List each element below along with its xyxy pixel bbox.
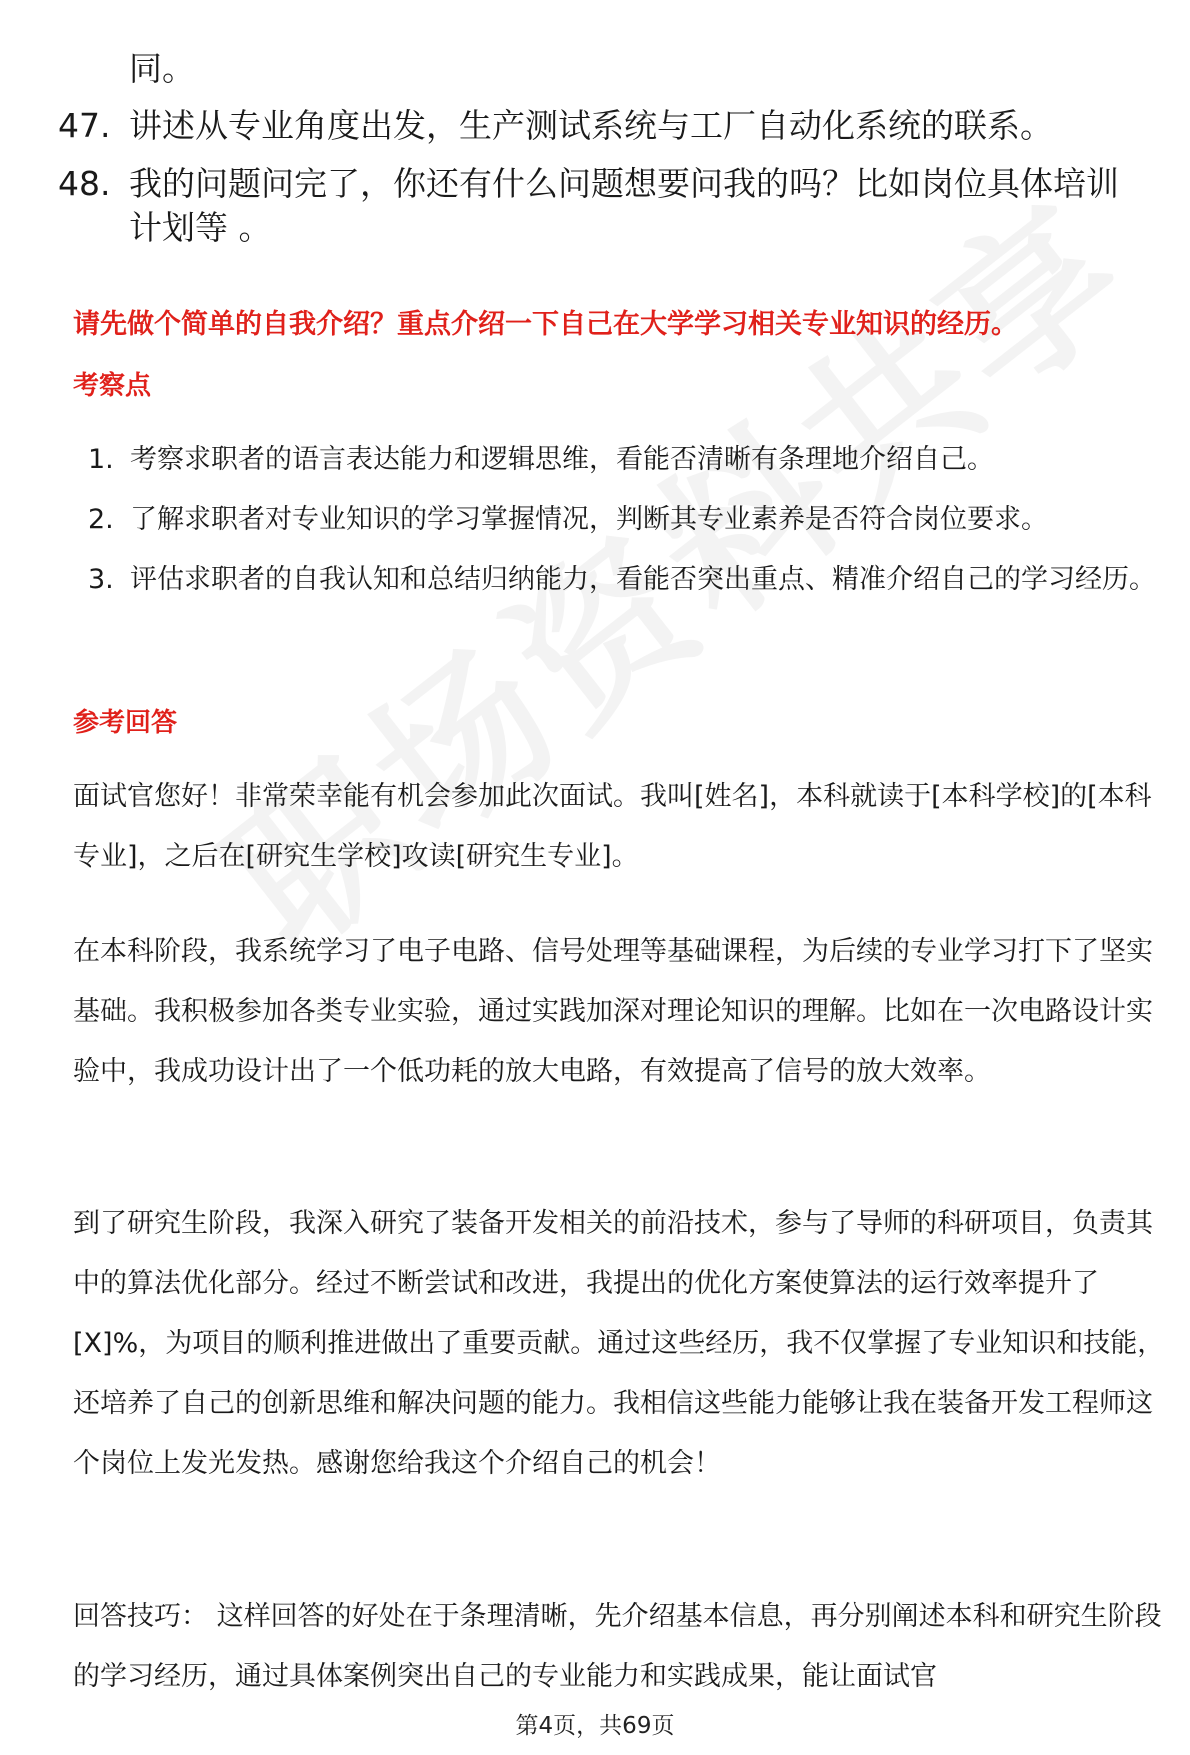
answer-paragraph-intro: 面试官您好！非常荣幸能有机会参加此次面试。我叫[姓名]，本科就读于[本科学校]的[本科专业]，之后在[研究生学校]攻读[研究生专业]。 (73, 781, 1152, 872)
question-number: 48. (58, 164, 111, 203)
answer-paragraph-graduate: 到了研究生阶段，我深入研究了装备开发相关的前沿技术，参与了导师的科研项目，负责其中的算法优化部分。经过不断尝试和改进，我提出的优化方案使算法的运行效率提升了[X]%，为项目的顺利推进做出了重要贡献。通过这些经历，我不仅掌握了专业知识和技能，还培养了自己的创新思维和解决问题的能力。我相信这些能力能够让我在装备开发工程师这个岗位上发光发热。感谢您给我这个介绍自己的机会！ (73, 1208, 1165, 1479)
point-text: 评估求职者的自我认知和总结归纳能力，看能否突出重点、精准介绍自己的学习经历。 (130, 564, 1156, 595)
reference-heading: 参考回答 (73, 708, 178, 738)
question-number: 47. (58, 106, 111, 145)
question-title: 请先做个简单的自我介绍？重点介绍一下自己在大学学习相关专业知识的经历。 (73, 309, 1018, 340)
question-text: 我的问题问完了，你还有什么问题想要问我的吗？比如岗位具体培训计划等 。 (129, 164, 1119, 247)
page-number: 第4页，共69页 (515, 1713, 675, 1739)
assessment-heading: 考察点 (73, 371, 152, 401)
answer-paragraph-undergrad: 在本科阶段，我系统学习了电子电路、信号处理等基础课程，为后续的专业学习打下了坚实基础。我积极参加各类专业实验，通过实践加深对理论知识的理解。比如在一次电路设计实验中，我成功设计出了一个低功耗的放大电路，有效提高了信号的放大效率。 (73, 936, 1153, 1087)
point-text: 考察求职者的语言表达能力和逻辑思维，看能否清晰有条理地介绍自己。 (130, 444, 994, 475)
question-text: 同。 (129, 49, 195, 88)
point-number: 3. (88, 564, 114, 595)
question-text: 讲述从专业角度出发，生产测试系统与工厂自动化系统的联系。 (129, 106, 1053, 145)
answer-tips: 回答技巧： 这样回答的好处在于条理清晰，先介绍基本信息，再分别阐述本科和研究生阶段的学习经历，通过具体案例突出自己的专业能力和实践成果，能让面试官 (73, 1601, 1162, 1692)
point-number: 2. (88, 504, 114, 535)
point-text: 了解求职者对专业知识的学习掌握情况，判断其专业素养是否符合岗位要求。 (130, 504, 1048, 535)
point-number: 1. (88, 444, 114, 475)
